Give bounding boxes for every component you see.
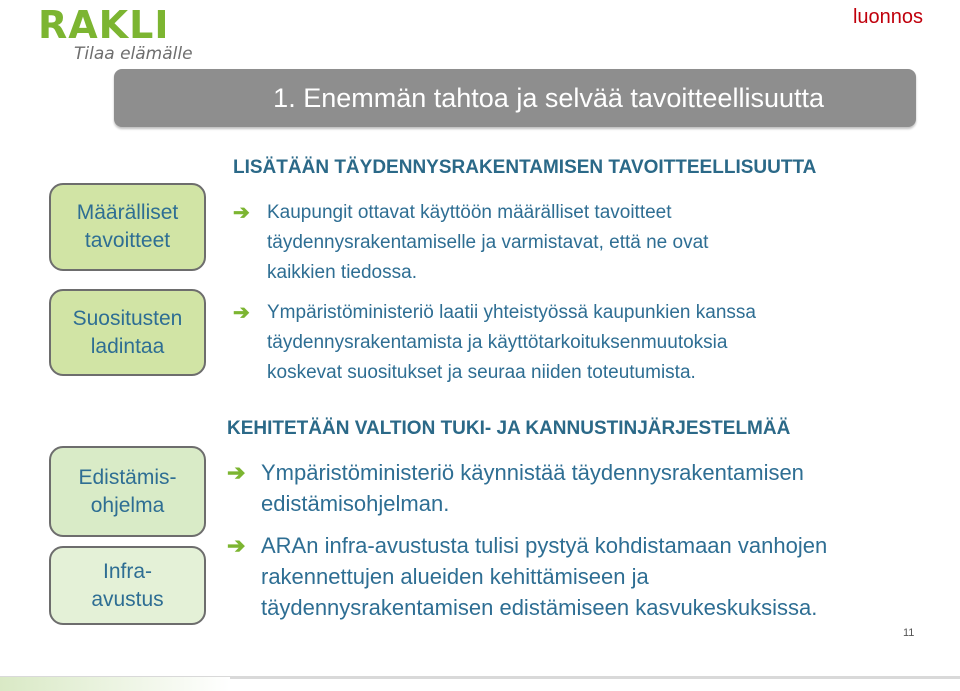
sidebar-box-label: Suositusten ladintaa [72, 306, 183, 358]
slide-title: 1. Enemmän tahtoa ja selvää tavoitteellisuutta [273, 83, 824, 113]
bullet-text: ARAn infra-avustusta tulisi pystyä kohdistamaan vanhojen rakennettujen alueiden kehittämiseen ja täydennysrakentamisen edistämiseen kasvukeskuksissa. [261, 533, 828, 620]
sidebar-box-edistamisohjelma [49, 446, 206, 537]
sidebar-box-label: Infra- avustus [91, 559, 164, 611]
arrow-right-icon: ➔ [233, 202, 250, 224]
bullet-text: Ympäristöministeriö laatii yhteistyössä kaupunkien kanssa täydennysrakentamista ja käyttötarkoituksenmuutoksia koskevat suositukset ja seuraa niiden toteutumista. [267, 302, 756, 383]
sidebar-box-label: Määrälliset tavoitteet [76, 201, 179, 252]
section-heading: KEHITETÄÄN VALTION TUKI- JA KANNUSTINJÄRJESTELMÄÄ [227, 418, 791, 439]
sidebar-box-suositusten-laadintaa [49, 289, 206, 376]
bullet-text: Ympäristöministeriö käynnistää täydennysrakentamisen edistämisohjelman. [261, 460, 804, 516]
sidebar-box-label: Edistämis- ohjelma [78, 465, 177, 517]
logo-wordmark: RAKLI [38, 3, 170, 47]
arrow-right-icon: ➔ [227, 533, 246, 558]
sidebar-box-maaralliset-tavoitteet [49, 183, 206, 271]
rakli-logo [34, 4, 224, 66]
arrow-right-icon: ➔ [233, 302, 250, 324]
logo-tagline: Tilaa elämälle [74, 44, 193, 64]
arrow-right-icon: ➔ [227, 460, 246, 485]
footer-gradient-decoration [0, 677, 230, 691]
title-bar [114, 69, 916, 127]
section-heading: LISÄTÄÄN TÄYDENNYSRAKENTAMISEN TAVOITTEELLISUUTTA [233, 157, 817, 178]
bullet-text: Kaupungit ottavat käyttöön määrälliset tavoitteet täydennysrakentamiselle ja varmistavat, että ne ovat kaikkien tiedossa. [267, 202, 709, 283]
draft-status-label: luonnos [852, 6, 923, 28]
sidebar-box-infra-avustus [49, 546, 206, 625]
page-number: 11 [903, 627, 915, 639]
